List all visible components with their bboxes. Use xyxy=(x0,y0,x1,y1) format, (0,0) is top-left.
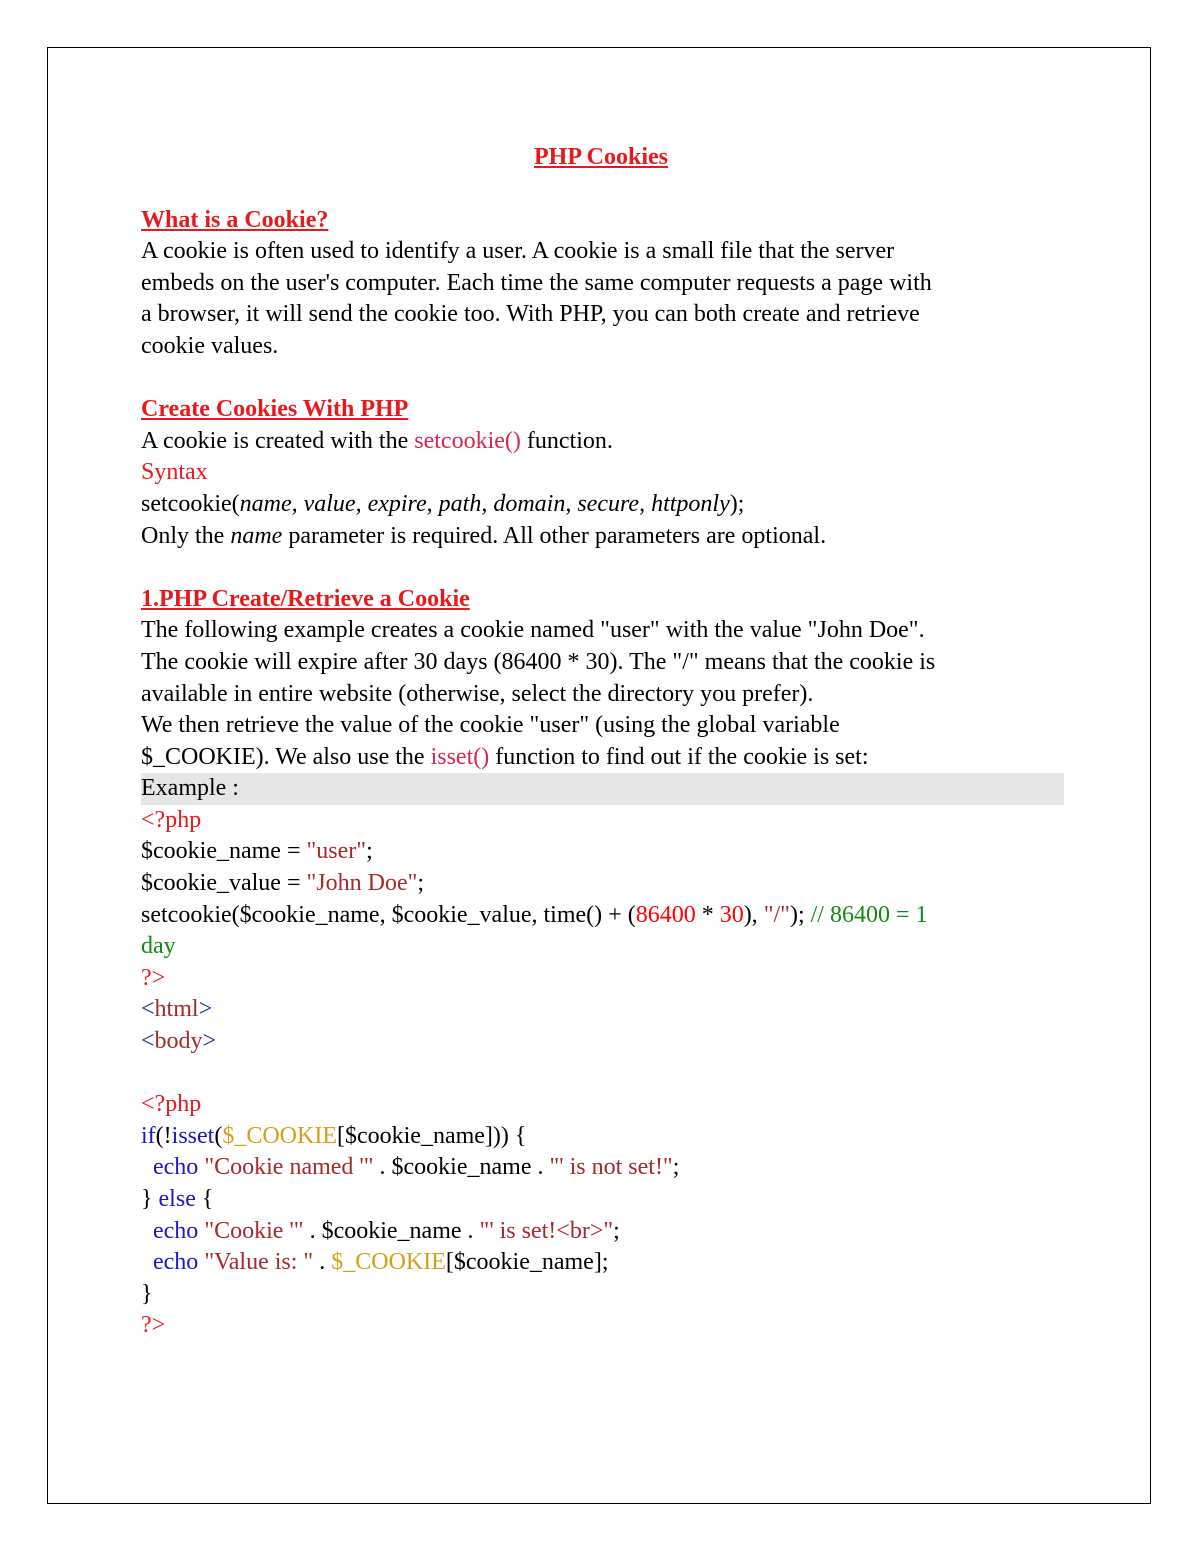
code-block xyxy=(141,805,1061,1342)
code-line: <?php xyxy=(141,806,202,833)
syntax-line: setcookie(name, value, expire, path, domain, secure, httponly); xyxy=(141,490,745,517)
function-name: isset() xyxy=(430,743,490,770)
paragraph-line: a browser, it will send the cookie too. With PHP, you can both create and retrieve xyxy=(141,301,920,328)
paragraph-line: embeds on the user's computer. Each time the same computer requests a page with xyxy=(141,269,932,296)
paragraph-line: cookie values. xyxy=(141,332,279,359)
code-line: echo "Cookie '" . $cookie_name . "' is set!<br>"; xyxy=(153,1217,620,1244)
code-line: day xyxy=(141,933,176,960)
code-line: } xyxy=(141,1280,153,1307)
paragraph-line: available in entire website (otherwise, select the directory you prefer). xyxy=(141,680,814,707)
code-line: <body> xyxy=(141,1028,217,1055)
section-heading-what-is-cookie: What is a Cookie? xyxy=(141,206,329,233)
code-line: echo "Cookie named '" . $cookie_name . "' is not set!"; xyxy=(153,1154,680,1181)
paragraph-line: The following example creates a cookie named "user" with the value "John Doe". xyxy=(141,617,925,644)
code-line: } else { xyxy=(141,1186,214,1212)
code-line: <?php xyxy=(141,1091,202,1118)
code-line: if(!isset($_COOKIE[$cookie_name])) { xyxy=(141,1122,527,1149)
code-line: echo "Value is: " . $_COOKIE[$cookie_name]; xyxy=(153,1249,609,1276)
section-heading-create-cookies: Create Cookies With PHP xyxy=(141,396,409,423)
paragraph-line: A cookie is often used to identify a user. A cookie is a small file that the server xyxy=(141,238,895,265)
paragraph-line: $_COOKIE). We also use the isset() function to find out if the cookie is set: xyxy=(141,743,869,770)
code-line: $cookie_value = "John Doe"; xyxy=(141,870,425,897)
code-line: $cookie_name = "user"; xyxy=(141,838,373,865)
paragraph-line: A cookie is created with the setcookie() function. xyxy=(141,427,613,454)
code-line: setcookie($cookie_name, $cookie_value, time() + (86400 * 30), "/"); // 86400 = 1 xyxy=(141,901,928,928)
document-body xyxy=(141,142,1061,1342)
code-line: ?> xyxy=(141,964,166,991)
paragraph-line: We then retrieve the value of the cookie "user" (using the global variable xyxy=(141,712,840,739)
function-name: setcookie() xyxy=(414,427,521,454)
code-line: <html> xyxy=(141,996,213,1023)
page-title: PHP Cookies xyxy=(533,144,668,170)
paragraph-line: Only the name parameter is required. All other parameters are optional. xyxy=(141,522,827,549)
example-label: Example : xyxy=(141,773,1064,805)
syntax-label: Syntax xyxy=(141,459,208,486)
paragraph-line: The cookie will expire after 30 days (86400 * 30). The "/" means that the cookie is xyxy=(141,648,936,675)
code-line: ?> xyxy=(141,1312,166,1339)
section-heading-create-retrieve: 1.PHP Create/Retrieve a Cookie xyxy=(141,585,470,612)
